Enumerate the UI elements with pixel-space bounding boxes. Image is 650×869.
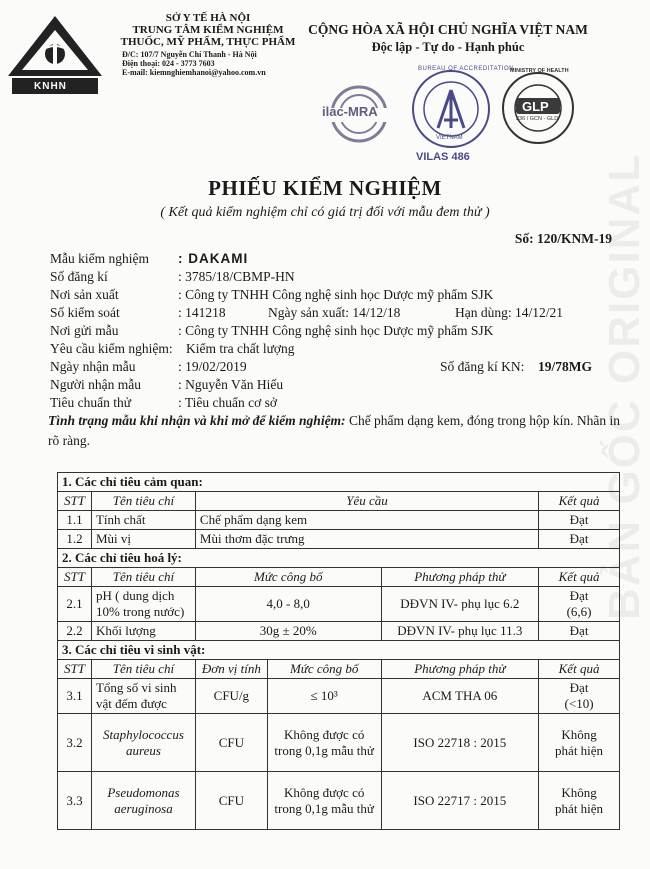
label-received: Ngày nhận mẫu xyxy=(50,359,136,374)
ilac-label: ilac-MRA xyxy=(322,104,378,119)
value-sample: : DAKAMI xyxy=(178,251,249,266)
condition-label: Tình trạng mẫu khi nhận và khi mở để kiểm nghiệm: xyxy=(48,413,346,428)
label-receiver: Người nhận mẫu xyxy=(50,377,141,392)
table-row: 3.2 Staphylococcus aureus CFU Không được có trong 0,1g mẫu thử ISO 22718 : 2015 Không phát hiện xyxy=(58,714,620,772)
section-sensory: 1. Các chỉ tiêu cảm quan: xyxy=(58,473,620,492)
section-microbiology: 3. Các chỉ tiêu vi sinh vật: xyxy=(58,641,620,660)
section-physicochemical: 2. Các chỉ tiêu hoá lý: xyxy=(58,549,620,568)
label-control: Số kiểm soát xyxy=(50,305,120,320)
value-manufacturer: : Công ty TNHH Công nghệ sinh học Dược mỹ phẩm SJK xyxy=(178,287,494,302)
table-row: 1.2 Mùi vị Mùi thơm đặc trưng Đạt xyxy=(58,530,620,549)
vilas-label: VILAS 486 xyxy=(416,151,470,163)
nation-motto: Độc lập - Tự do - Hạnh phúc xyxy=(371,40,525,54)
table-header-row: STT Tên tiêu chí Yêu cầu Kết quả xyxy=(58,492,620,511)
org-line-1: SỞ Y TẾ HÀ NỘI xyxy=(165,12,251,24)
value-sender: : Công ty TNHH Công nghệ sinh học Dược mỹ phẩm SJK xyxy=(178,323,494,338)
value-kn-number: 19/78MG xyxy=(538,359,592,374)
table-row: 3.1 Tổng số vi sinh vật đếm được CFU/g ≤ 10³ ACM THA 06 Đạt (<10) xyxy=(58,679,620,714)
info-block xyxy=(50,250,173,412)
original-watermark: BẢN GỐC ORIGINAL xyxy=(600,152,649,620)
label-registration: Số đăng kí xyxy=(50,269,108,284)
glp-label: GLP xyxy=(522,99,549,114)
document-title: PHIẾU KIỂM NGHIỆM xyxy=(208,176,442,200)
condition-text: Chế phẩm dạng kem, đóng trong hộp kín. Nhãn in rõ ràng. xyxy=(48,413,621,448)
glp-code: 236 / GCN - GLD xyxy=(516,116,559,122)
org-line-2: TRUNG TÂM KIỂM NGHIỆM xyxy=(132,24,284,36)
org-line-3: THUỐC, MỸ PHẨM, THỰC PHẨM xyxy=(120,36,296,48)
label-standard: Tiêu chuẩn thử xyxy=(50,395,132,410)
sample-condition xyxy=(48,411,628,451)
ministry-label: MINISTRY OF HEALTH xyxy=(510,68,569,74)
document-number: Số: 120/KNM-19 xyxy=(514,231,612,246)
value-registration: : 3785/18/CBMP-HN xyxy=(178,269,295,284)
value-control: : 141218 xyxy=(178,305,226,320)
table-header-row: STT Tên tiêu chí Đơn vị tính Mức công bố Phương pháp thử Kết quả xyxy=(58,660,620,679)
label-sample: Mẫu kiểm nghiệm xyxy=(50,251,149,266)
value-exp-date: Hạn dùng: 14/12/21 xyxy=(455,305,563,320)
value-received: : 19/02/2019 xyxy=(178,359,247,374)
label-manufacturer: Nơi sản xuất xyxy=(50,287,119,302)
logo-label: KNHN xyxy=(34,81,67,92)
label-kn-number: Số đăng kí KN: xyxy=(440,359,525,374)
value-standard: : Tiêu chuẩn cơ sở xyxy=(178,395,278,410)
table-header-row: STT Tên tiêu chí Mức công bố Phương pháp thử Kết quả xyxy=(58,568,620,587)
national-header xyxy=(298,22,598,55)
table-row: 2.1 pH ( dung dịch 10% trong nước) 4,0 - 8,0 DĐVN IV- phụ lục 6.2 Đạt (6,6) xyxy=(58,587,620,622)
org-address: Đ/C: 107/7 Nguyễn Chí Thanh - Hà Nội xyxy=(122,50,257,59)
document-subtitle: ( Kết quả kiểm nghiệm chỉ có giá trị đối với mẫu đem thử ) xyxy=(160,205,490,220)
value-receiver: : Nguyễn Văn Hiếu xyxy=(178,377,284,392)
org-phone: Điện thoại: 024 - 3773 7603 xyxy=(122,59,215,68)
vietnam-label: VIETNAM xyxy=(436,135,463,141)
value-request: Kiểm tra chất lượng xyxy=(186,341,295,356)
org-email: E-mail: kiemnghiemhanoi@yahoo.com.vn xyxy=(122,68,266,77)
results-table xyxy=(57,472,620,830)
table-row: 3.3 Pseudomonas aeruginosa CFU Không được có trong 0,1g mẫu thử ISO 22717 : 2015 Không phát hiện xyxy=(58,772,620,830)
label-sender: Nơi gửi mẫu xyxy=(50,323,119,338)
nation-name: CỘNG HÒA XÃ HỘI CHỦ NGHĨA VIỆT NAM xyxy=(308,22,588,37)
label-request: Yêu cầu kiểm nghiệm: xyxy=(50,341,173,356)
table-row: 1.1 Tính chất Chế phẩm dạng kem Đạt xyxy=(58,511,620,530)
value-mfg-date: Ngày sản xuất: 14/12/18 xyxy=(268,305,401,320)
table-row: 2.2 Khối lượng 30g ± 20% DĐVN IV- phụ lục 11.3 Đạt xyxy=(58,622,620,641)
organization-block xyxy=(108,12,308,77)
boa-label: BUREAU OF ACCREDITATION xyxy=(418,66,514,72)
